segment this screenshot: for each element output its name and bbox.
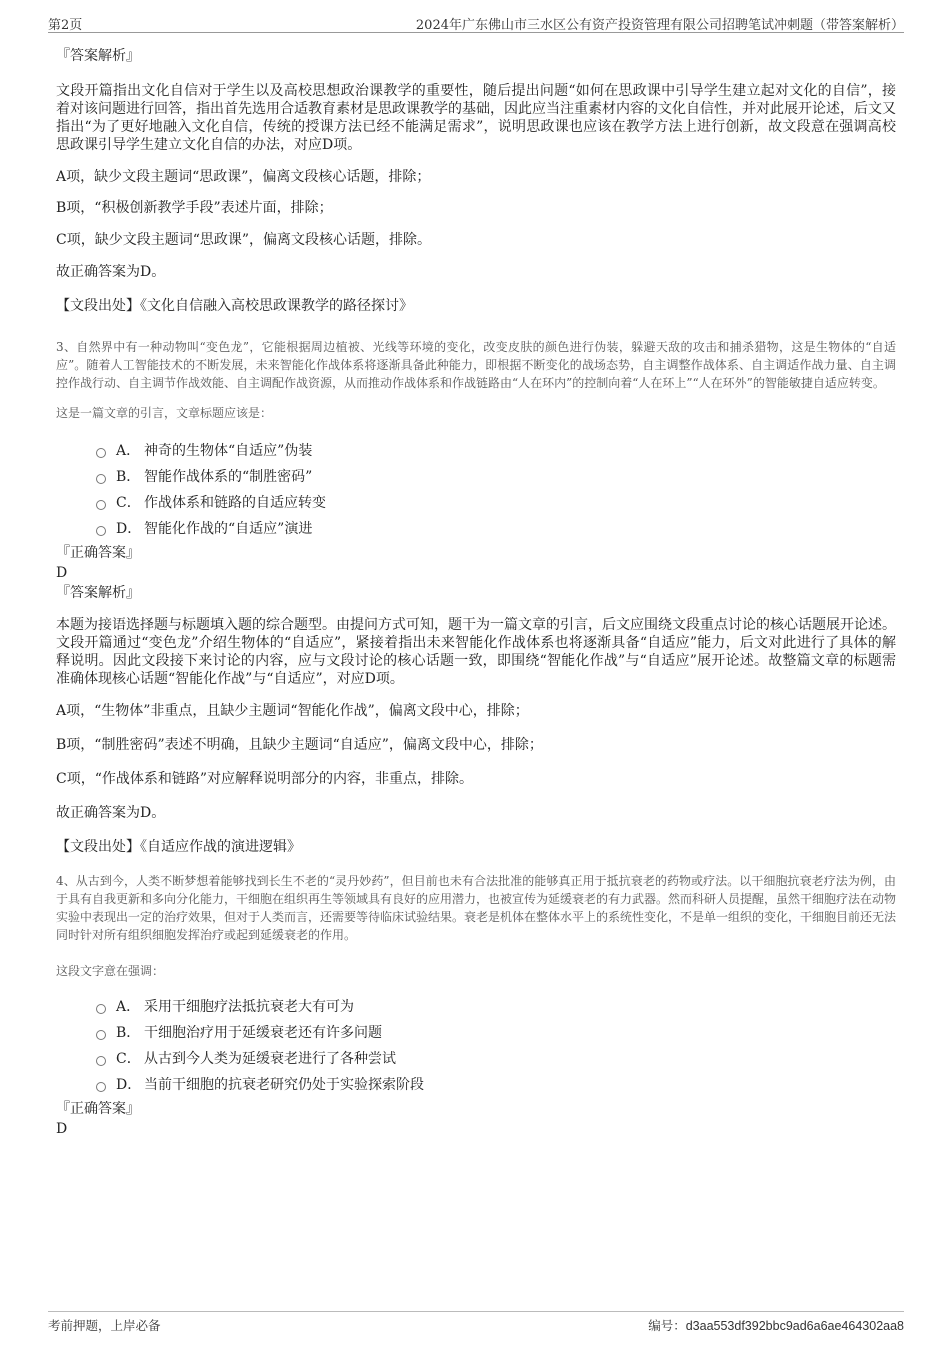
option-text: 干细胞治疗用于延缓衰老还有许多问题: [144, 1025, 382, 1041]
option-d[interactable]: [96, 516, 896, 542]
analysis-heading: 『答案解析』: [56, 585, 140, 601]
option-text: 智能作战体系的“制胜密码”: [144, 469, 313, 485]
option-letter: C．: [116, 495, 141, 511]
correct-answer-heading: 『正确答案』: [56, 1101, 140, 1117]
radio-button-icon[interactable]: [96, 526, 106, 536]
question-4-prompt: 这段文字意在强调：: [56, 964, 165, 978]
option-letter: D．: [116, 1077, 142, 1093]
correct-answer: D: [56, 1121, 68, 1137]
question-3-options: [96, 438, 896, 542]
analysis-heading: 『答案解析』: [56, 48, 140, 64]
option-letter: B．: [116, 1025, 141, 1041]
option-text: 神奇的生物体“自适应”伪装: [144, 443, 313, 459]
option-c[interactable]: [96, 490, 896, 516]
option-text: 采用干细胞疗法抵抗衰老大有可为: [144, 999, 354, 1015]
analysis-text: 本题为接语选择题与标题填入题的综合题型。由提问方式可知，题干为一篇文章的引言，后文应围绕文段重点讨论的核心话题展开论述。文段开篇通过“变色龙”介绍生物体的“自适应”，紧接着指出未来智能化作战体系也将逐渐具备“自适应”能力，后文对此进行了具体的解释说明。因此文段接下来讨论的内容，应与文段讨论的核心话题一致，即围绕“智能化作战”与“自适应”展开论述。故整篇文章的标题需准确体现核心话题“智能化作战”与“自适应”，对应D项。: [56, 617, 896, 687]
source-citation: 【文段出处】《自适应作战的演进逻辑》: [56, 839, 301, 855]
source-citation: 【文段出处】《文化自信融入高校思政课教学的路径探讨》: [56, 298, 413, 314]
radio-button-icon[interactable]: [96, 500, 106, 510]
document-id: 编号：d3aa553df392bbc9ad6a6ae464302aa8: [648, 1319, 904, 1333]
analysis-line-c: C项，“作战体系和链路”对应解释说明部分的内容，非重点，排除。: [56, 771, 474, 787]
question-4-text: 4、从古到今，人类不断梦想着能够找到长生不老的“灵丹妙药”，但目前也未有合法批准的能够真正用于抵抗衰老的药物或疗法。以干细胞抗衰老疗法为例，由于具有自我更新和多向分化能力，干细胞在组织再生等领域具有良好的应用潜力，也被宣传为延缓衰老的有力武器。然而科研人员提醒，虽然干细胞疗法在动物实验中表现出一定的治疗效果，但对于人类而言，还需要等待临床试验结果。衰老是机体在整体水平上的系统性变化，不是单一组织的变化，干细胞目前还无法同时针对所有组织细胞发挥治疗或起到延缓衰老的作用。: [56, 874, 897, 942]
option-letter: C．: [116, 1051, 141, 1067]
analysis-line-a: A项，“生物体”非重点，且缺少主题词“智能化作战”，偏离文段中心，排除；: [56, 703, 529, 719]
option-a[interactable]: [96, 994, 896, 1020]
option-text: 作战体系和链路的自适应转变: [144, 495, 326, 511]
option-text: 智能化作战的“自适应”演进: [144, 521, 313, 537]
option-letter: D．: [116, 521, 142, 537]
document-title: 2024年广东佛山市三水区公有资产投资管理有限公司招聘笔试冲刺题（带答案解析）: [415, 18, 904, 33]
radio-button-icon[interactable]: [96, 1004, 106, 1014]
page-content: [56, 44, 896, 1138]
radio-button-icon[interactable]: [96, 1056, 106, 1066]
question-4-options: [96, 994, 896, 1098]
radio-button-icon[interactable]: [96, 448, 106, 458]
footer-slogan: 考前押题，上岸必备: [48, 1318, 161, 1333]
page-header: [48, 14, 904, 33]
analysis-line-a: A项，缺少文段主题词“思政课”，偏离文段核心话题，排除；: [56, 169, 431, 185]
option-text: 从古到今人类为延缓衰老进行了各种尝试: [144, 1051, 396, 1067]
correct-answer: D: [56, 565, 68, 581]
option-b[interactable]: [96, 464, 896, 490]
radio-button-icon[interactable]: [96, 474, 106, 484]
analysis-conclusion: 故正确答案为D。: [56, 805, 166, 821]
correct-answer-heading: 『正确答案』: [56, 545, 140, 561]
option-letter: B．: [116, 469, 141, 485]
analysis-conclusion: 故正确答案为D。: [56, 264, 166, 280]
option-letter: A．: [116, 443, 141, 459]
option-d[interactable]: [96, 1072, 896, 1098]
analysis-line-b: B项，“制胜密码”表述不明确，且缺少主题词“自适应”，偏离文段中心，排除；: [56, 737, 543, 753]
question-3-text: 3、自然界中有一种动物叫“变色龙”，它能根据周边植被、光线等环境的变化，改变皮肤的颜色进行伪装，躲避天敌的攻击和捕杀猎物，这是生物体的“自适应”。随着人工智能技术的不断发展，未来智能化作战体系将逐渐具备此种能力，即根据不断变化的战场态势，自主调整作战体系、自主调适作战力量、自主调控作战行动、自主调节作战效能、自主调配作战资源，从而推动作战体系和作战链路由“人在环内”的控制向着“人在环上”“人在环外”的智能敏捷自适应转变。: [56, 340, 896, 390]
page-number: 第2页: [48, 18, 83, 33]
option-b[interactable]: [96, 1020, 896, 1046]
option-c[interactable]: [96, 1046, 896, 1072]
question-3-prompt: 这是一篇文章的引言，文章标题应该是：: [56, 406, 273, 420]
option-a[interactable]: [96, 438, 896, 464]
page-footer: [48, 1311, 904, 1335]
option-text: 当前干细胞的抗衰老研究仍处于实验探索阶段: [144, 1077, 424, 1093]
radio-button-icon[interactable]: [96, 1030, 106, 1040]
analysis-line-c: C项，缺少文段主题词“思政课”，偏离文段核心话题，排除。: [56, 232, 432, 248]
analysis-text: 文段开篇指出文化自信对于学生以及高校思想政治课教学的重要性，随后提出问题“如何在思政课中引导学生建立起对文化的自信”，接着对该问题进行回答，指出首先选用合适教育素材是思政课教学的基础，因此应当注重素材内容的文化自信性，并对此展开论述，后文又指出“为了更好地融入文化自信，传统的授课方法已经不能满足需求”，说明思政课也应该在教学方法上进行创新，故文段意在强调高校思政课引导学生建立文化自信的办法，对应D项。: [56, 83, 896, 153]
radio-button-icon[interactable]: [96, 1082, 106, 1092]
option-letter: A．: [116, 999, 141, 1015]
analysis-line-b: B项，“积极创新教学手段”表述片面，排除；: [56, 200, 333, 216]
